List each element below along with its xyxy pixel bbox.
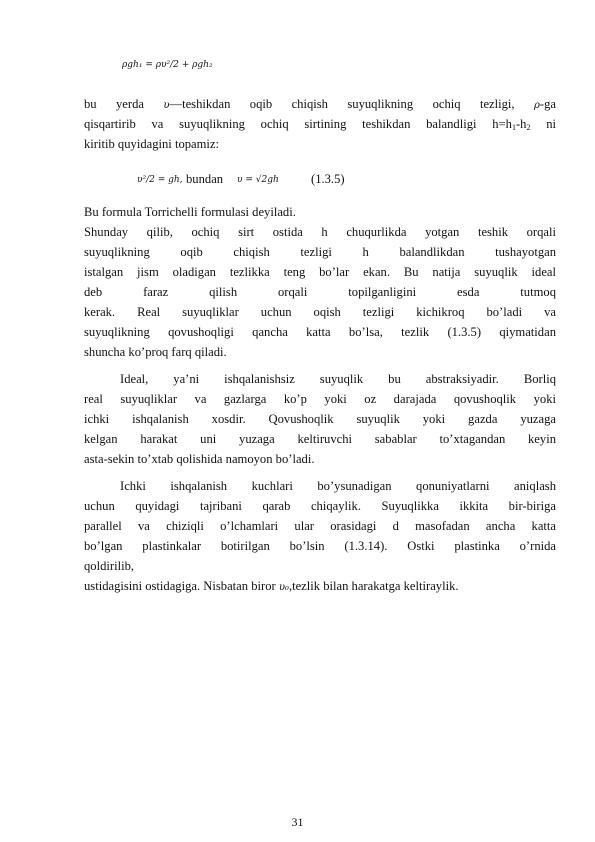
text-line: uchun quyidagi tajribani qarab chiqaylik. Suyuqlikka ikkita bir-biriga — [84, 499, 556, 513]
text-line: qoldirilib, — [84, 559, 135, 573]
velocity-zero-symbol: υ₀ — [278, 582, 289, 593]
text-line: qisqartirib va suyuqlikning ochiq sirtining teshikdan balandligi $h=h_1-h_2$ ni — [84, 117, 556, 132]
equation-number: (1.3.5) — [311, 172, 345, 186]
velocity-symbol: υ — [163, 100, 170, 111]
text-line: Bu formula Torrichelli formulasi deyiladi. — [84, 205, 296, 219]
text-line: deb faraz qilish orqali topilganligini esda tutmoq — [84, 285, 556, 299]
text-line: parallel va chiziqli o’lchamlari ular orasidagi d masofadan ancha katta — [84, 519, 556, 533]
rho-symbol: ρ — [534, 100, 540, 111]
text-line: bo’lgan plastinkalar botirilgan bo’lsin (1.3.14). Ostki plastinka o’rnida — [84, 539, 556, 553]
text-line: ustidagisini ostidagiga. Nisbatan biror υ₀,tezlik bilan harakatga keltiraylik. — [84, 579, 459, 593]
text-line: Ichki ishqalanish kuchlari bo’ysunadigan qonuniyatlarni aniqlash — [120, 479, 556, 493]
text-line: ichki ishqalanish xosdir. Qovushoqlik suyuqlik yoki gazda yuzaga — [84, 412, 556, 426]
text-line: real suyuqliklar va gazlarga ko’p yoki oz darajada qovushoqlik yoki — [84, 392, 556, 406]
text-line: bu yerda υ—teshikdan oqib chiqish suyuqlikning ochiq tezligi, ρ-ga — [84, 97, 556, 111]
page-number: 31 — [291, 815, 304, 829]
text-line: Ideal, ya’ni ishqalanishsiz suyuqlik bu abstraksiyadir. Borliq — [120, 372, 556, 386]
text-line: Shunday qilib, ochiq sirt ostida h chuqurlikda yotgan teshik orqali — [84, 225, 556, 239]
text-line: kiritib quyidagini topamiz: — [84, 137, 220, 151]
text-line: istalgan jism oladigan tezlikka teng bo’lar ekan. Bu natija suyuqlik ideal — [84, 265, 556, 279]
text-line: shuncha ko’proq farq qiladi. — [84, 345, 227, 359]
formula-bernoulli: ρgh₁ = ρυ²/2 + ρgh₂ — [122, 60, 213, 70]
text-line: suyuqlikning qovushoqligi qancha katta bo’lsa, tezlik (1.3.5) qiymatidan — [84, 325, 556, 339]
formula-bundan: bundan — [186, 172, 224, 186]
text-line: asta-sekin to’xtab qolishida namoyon bo’ladi. — [84, 452, 315, 466]
formula-torricelli-right: υ = √2gh — [237, 175, 279, 185]
text-line: suyuqlikning oqib chiqish tezligi h balandlikdan tushayotgan — [84, 245, 556, 259]
text-line: kelgan harakat uni yuzaga keltiruvchi sabablar to’xtagandan keyin — [84, 432, 556, 446]
text-line: kerak. Real suyuqliklar uchun oqish tezligi kichikroq bo’ladi va — [84, 305, 556, 319]
formula-torricelli-left: υ²/2 = gh, — [137, 175, 183, 185]
